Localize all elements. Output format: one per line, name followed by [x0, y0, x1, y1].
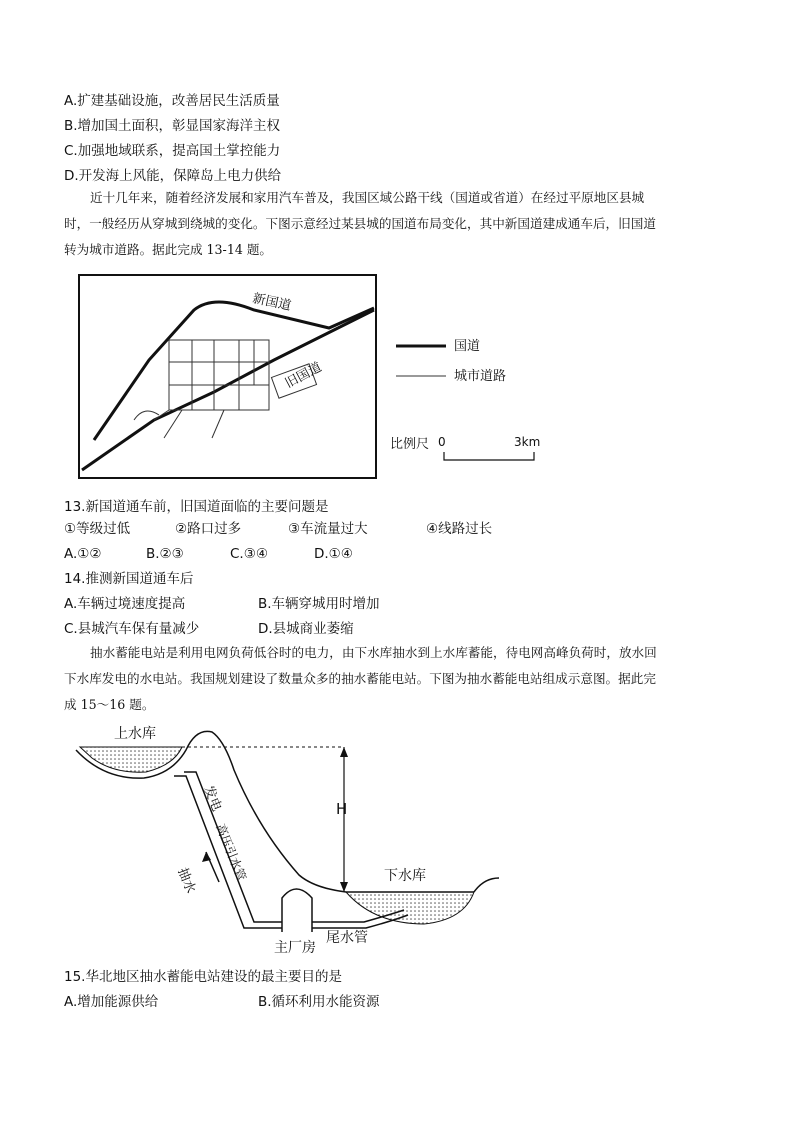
- q13-choice-b: B.②③: [146, 546, 184, 562]
- prev-option-a: A.扩建基础设施，改善居民生活质量: [64, 93, 280, 109]
- q15-choice-a: A.增加能源供给: [64, 994, 159, 1010]
- intro1-line2: 时，一般经历从穿城到绕城的变化。下图示意经过某县城的国道布局变化，其中新国道建成通车后，旧国道: [64, 216, 656, 231]
- prev-option-b: B.增加国土面积，彰显国家海洋主权: [64, 118, 281, 134]
- pump-label: 抽水: [174, 865, 198, 896]
- legend-city-label: 城市道路: [454, 369, 507, 384]
- q13-choice-d: D.①④: [314, 546, 353, 562]
- tailrace-label: 尾水管: [326, 930, 368, 946]
- legend-national-label: 国道: [454, 339, 481, 354]
- q13-choice-c: C.③④: [230, 546, 268, 562]
- intro2-line3: 成 15～16 题。: [64, 697, 155, 712]
- new-national-road: [94, 302, 374, 440]
- powerhouse-label: 主厂房: [274, 940, 316, 956]
- generate-label: 发电: [200, 783, 224, 814]
- scale-zero: 0: [438, 435, 446, 449]
- height-label: H: [336, 800, 348, 818]
- q14-stem: 14.推测新国道通车后: [64, 571, 194, 587]
- map-frame: [79, 275, 376, 478]
- intro2-line1: 抽水蓄能电站是利用电网负荷低谷时的电力，由下水库抽水到上水库蓄能，待电网高峰负荷时，放水回: [90, 645, 657, 660]
- prev-option-d: D.开发海上风能，保障岛上电力供给: [64, 168, 282, 184]
- q13-item-4: ④线路过长: [426, 521, 493, 537]
- q13-item-1: ①等级过低: [64, 521, 131, 537]
- q14-choice-a: A.车辆过境速度提高: [64, 596, 186, 612]
- powerhouse: [282, 889, 312, 932]
- intro1-line3: 转为城市道路。据此完成 13-14 题。: [64, 242, 273, 257]
- intro1-line1: 近十几年来，随着经济发展和家用汽车普及，我国区域公路干线（国道或省道）在经过平原地区县城: [90, 190, 645, 205]
- old-national-road: [82, 310, 374, 470]
- scale-end: 3km: [514, 435, 541, 449]
- q13-choice-a: A.①②: [64, 546, 102, 562]
- road-map-figure: [74, 270, 544, 485]
- pumped-storage-diagram: [74, 710, 514, 972]
- upper-reservoir-label: 上水库: [114, 726, 156, 742]
- q13-item-3: ③车流量过大: [288, 521, 368, 537]
- scale-label: 比例尺: [390, 437, 430, 452]
- q14-choice-c: C.县城汽车保有量减少: [64, 621, 200, 637]
- lower-bank: [474, 878, 499, 892]
- q13-stem: 13.新国道通车前，旧国道面临的主要问题是: [64, 499, 329, 515]
- q14-choice-d: D.县城商业萎缩: [258, 621, 354, 637]
- q14-choice-b: B.车辆穿城用时增加: [258, 596, 380, 612]
- q15-choice-b: B.循环利用水能资源: [258, 994, 380, 1010]
- pipe-label: 高压引水管: [213, 821, 249, 883]
- q15-stem: 15.华北地区抽水蓄能电站建设的最主要目的是: [64, 969, 342, 985]
- lower-reservoir-water: [346, 892, 474, 924]
- upper-reservoir-water: [80, 747, 182, 772]
- old-road-label: 旧国道: [282, 359, 325, 392]
- height-arrow-top: [340, 747, 348, 757]
- scale-bar: [444, 452, 534, 460]
- q13-item-2: ②路口过多: [175, 521, 242, 537]
- new-road-label: 新国道: [251, 291, 293, 315]
- height-arrow-bottom: [340, 882, 348, 892]
- lower-reservoir-label: 下水库: [384, 868, 426, 884]
- prev-option-c: C.加强地域联系，提高国土掌控能力: [64, 143, 281, 159]
- intro2-line2: 下水库发电的水电站。我国规划建设了数量众多的抽水蓄能电站。下图为抽水蓄能电站组成示意图。据此完: [64, 671, 656, 686]
